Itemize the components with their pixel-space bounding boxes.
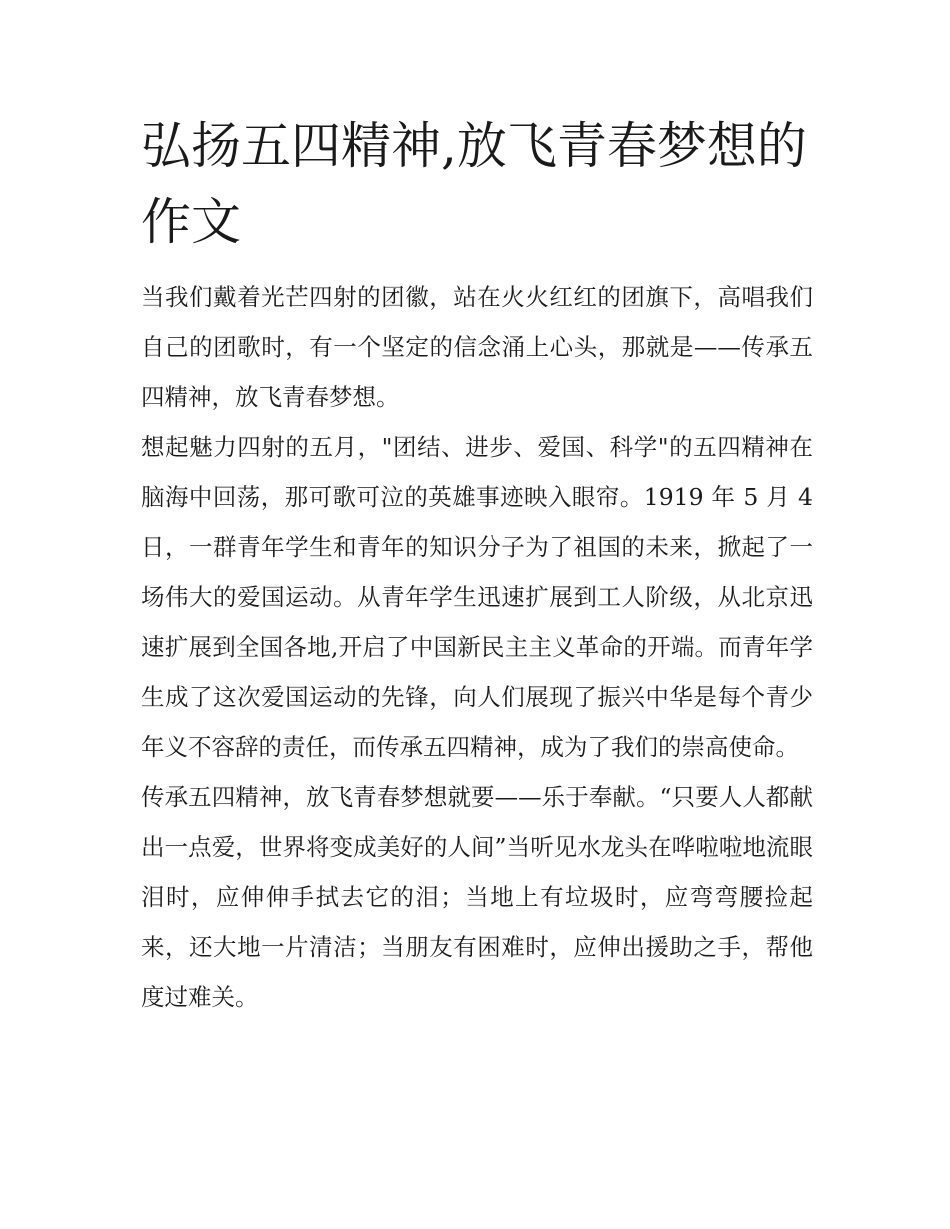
paragraph-1: 当我们戴着光芒四射的团徽，站在火火红红的团旗下，高唱我们自己的团歌时，有一个坚定的信念涌上心头，那就是——传承五四精神，放飞青春梦想。 [141, 283, 813, 411]
paragraph-2: 想起魅力四射的五月，"团结、进步、爱国、科学"的五四精神在脑海中回荡，那可歌可泣的英雄事迹映入眼帘。1919 年 5 月 4 日，一群青年学生和青年的知识分子为了祖国的未来，掀起了一场伟大的爱国运动。从青年学生迅速扩展到工人阶级，从北京迅速扩展到全国各地,开启了中国新民主主义革命的开端。而青年学生成了这次爱国运动的先锋，向人们展现了振兴中华是每个青少年义不容辞的责任，而传承五四精神，成为了我们的崇高使命。 [141, 433, 813, 761]
document-title: 弘扬五四精神,放飞青春梦想的作文 [141, 117, 807, 251]
document-body [141, 108, 813, 1022]
paragraph-3: 传承五四精神，放飞青春梦想就要——乐于奉献。“只要人人都献出一点爱，世界将变成美好的人间”当听见水龙头在哗啦啦地流眼泪时，应伸伸手拭去它的泪；当地上有垃圾时，应弯弯腰捡起来，还大地一片清洁；当朋友有困难时，应伸出援助之手，帮他度过难关。 [141, 783, 813, 1011]
